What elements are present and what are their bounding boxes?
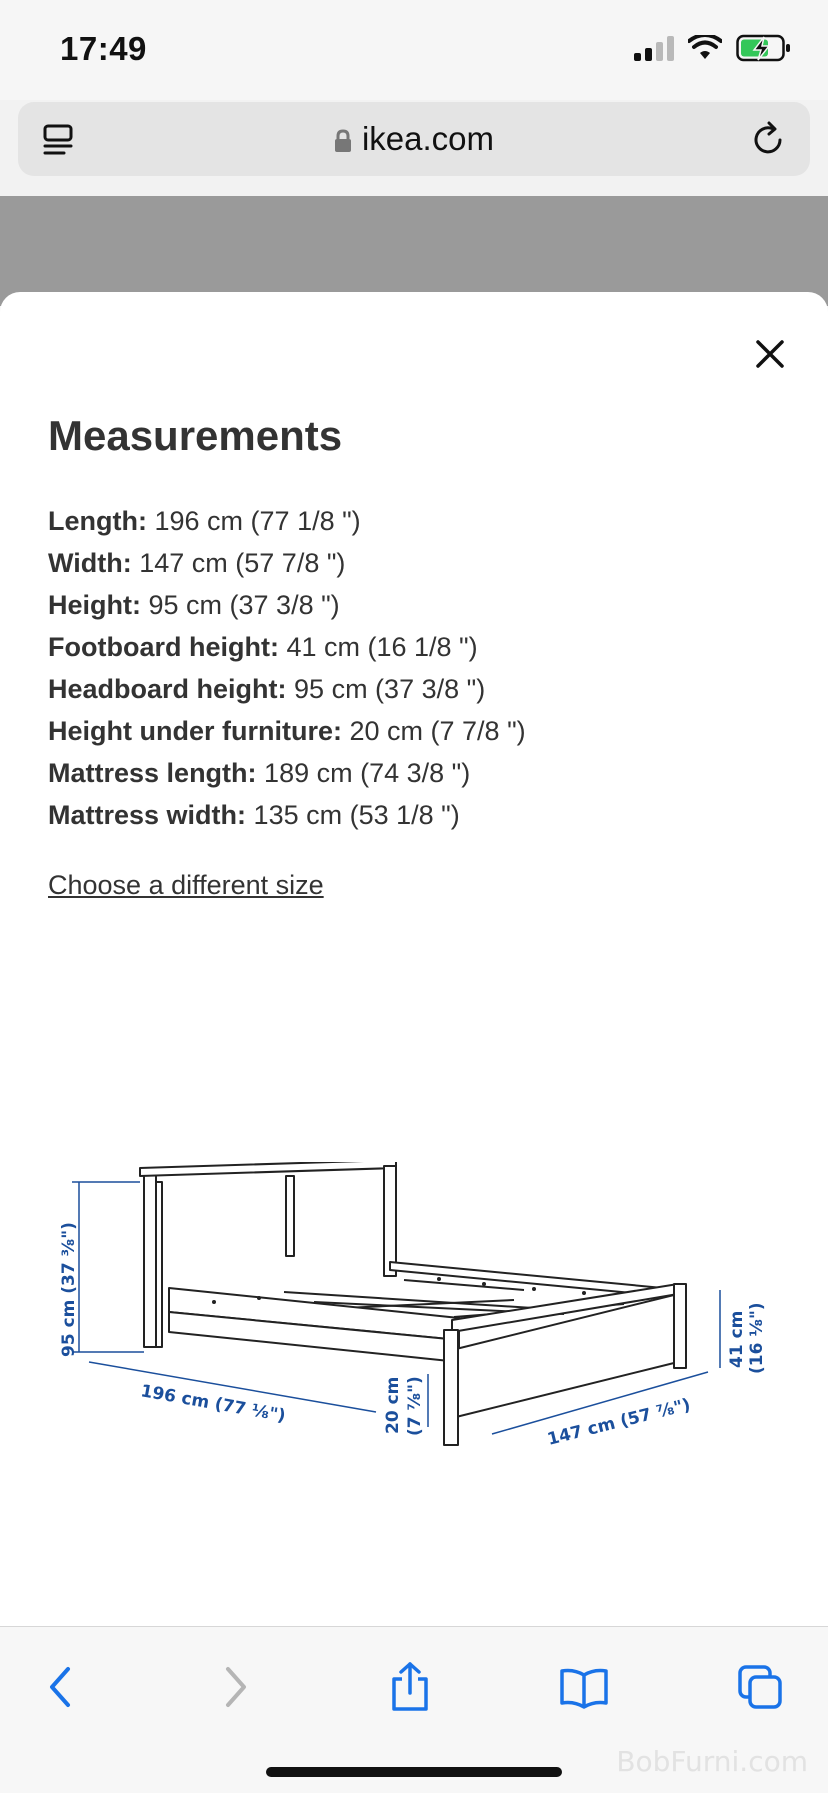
dim-under-inch-label: (7 ⅞") (405, 1376, 425, 1436)
measurement-value: 189 cm (74 3/8 ") (264, 758, 471, 788)
measurement-label: Width: (48, 548, 132, 578)
measurement-value: 95 cm (37 3/8 ") (294, 674, 486, 704)
url-bar[interactable] (18, 102, 810, 176)
back-icon (42, 1663, 78, 1711)
reload-icon[interactable] (750, 120, 788, 158)
measurement-label: Length: (48, 506, 147, 536)
home-indicator (266, 1767, 562, 1777)
forward-icon (218, 1663, 254, 1711)
browser-toolbar (0, 1626, 828, 1793)
measurement-value: 41 cm (16 1/8 ") (286, 632, 478, 662)
share-icon (388, 1661, 432, 1713)
measurement-label: Mattress width: (48, 800, 247, 830)
measurement-label: Headboard height: (48, 674, 287, 704)
measurement-row (48, 752, 526, 794)
measurement-list (48, 500, 526, 836)
measurement-row (48, 710, 526, 752)
measurement-label: Mattress length: (48, 758, 257, 788)
measurement-value: 196 cm (77 1/8 ") (154, 506, 361, 536)
measurement-value: 20 cm (7 7/8 ") (349, 716, 526, 746)
measurement-label: Height under furniture: (48, 716, 342, 746)
url-domain: ikea.com (361, 120, 495, 157)
page-dim-overlay (0, 196, 828, 306)
status-bar (0, 0, 828, 100)
measurement-row (48, 500, 526, 542)
measurement-label: Height: (48, 590, 141, 620)
wifi-icon (688, 35, 722, 61)
bookmarks-icon (558, 1665, 610, 1709)
bed-dimension-diagram (44, 1162, 784, 1492)
battery-charging-icon (736, 34, 792, 62)
dim-footboard-label: 41 cm (727, 1310, 747, 1368)
measurement-row (48, 542, 526, 584)
close-icon[interactable] (748, 332, 792, 376)
forward-button[interactable] (206, 1657, 266, 1717)
measurement-value: 147 cm (57 7/8 ") (139, 548, 346, 578)
choose-size-link[interactable]: Choose a different size (48, 870, 324, 900)
share-button[interactable] (380, 1657, 440, 1717)
bookmarks-button[interactable] (554, 1657, 614, 1717)
measurement-value: 95 cm (37 3/8 ") (148, 590, 340, 620)
dim-footboard-inch-label: (16 ⅛") (747, 1302, 767, 1374)
back-button[interactable] (30, 1657, 90, 1717)
dim-width-label: 147 cm (57 ⅞") (545, 1394, 693, 1450)
measurements-sheet (0, 292, 828, 1626)
measurement-row (48, 794, 526, 836)
dim-length-label: 196 cm (77 ⅛") (139, 1381, 288, 1427)
dim-under-label: 20 cm (383, 1376, 403, 1434)
lock-icon (334, 129, 352, 153)
measurement-row (48, 626, 526, 668)
dim-height-label: 95 cm (37 ⅜") (59, 1222, 79, 1357)
cellular-signal-icon (634, 35, 674, 61)
measurement-row (48, 668, 526, 710)
sheet-title: Measurements (48, 412, 343, 459)
watermark: BobFurni.com (616, 1745, 808, 1778)
tabs-button[interactable] (730, 1657, 790, 1717)
status-time: 17:49 (60, 30, 147, 67)
measurement-row (48, 584, 526, 626)
tabs-icon (736, 1663, 784, 1711)
url-display[interactable] (18, 120, 810, 158)
measurement-label: Footboard height: (48, 632, 279, 662)
status-icons (634, 34, 792, 62)
measurement-value: 135 cm (53 1/8 ") (253, 800, 460, 830)
